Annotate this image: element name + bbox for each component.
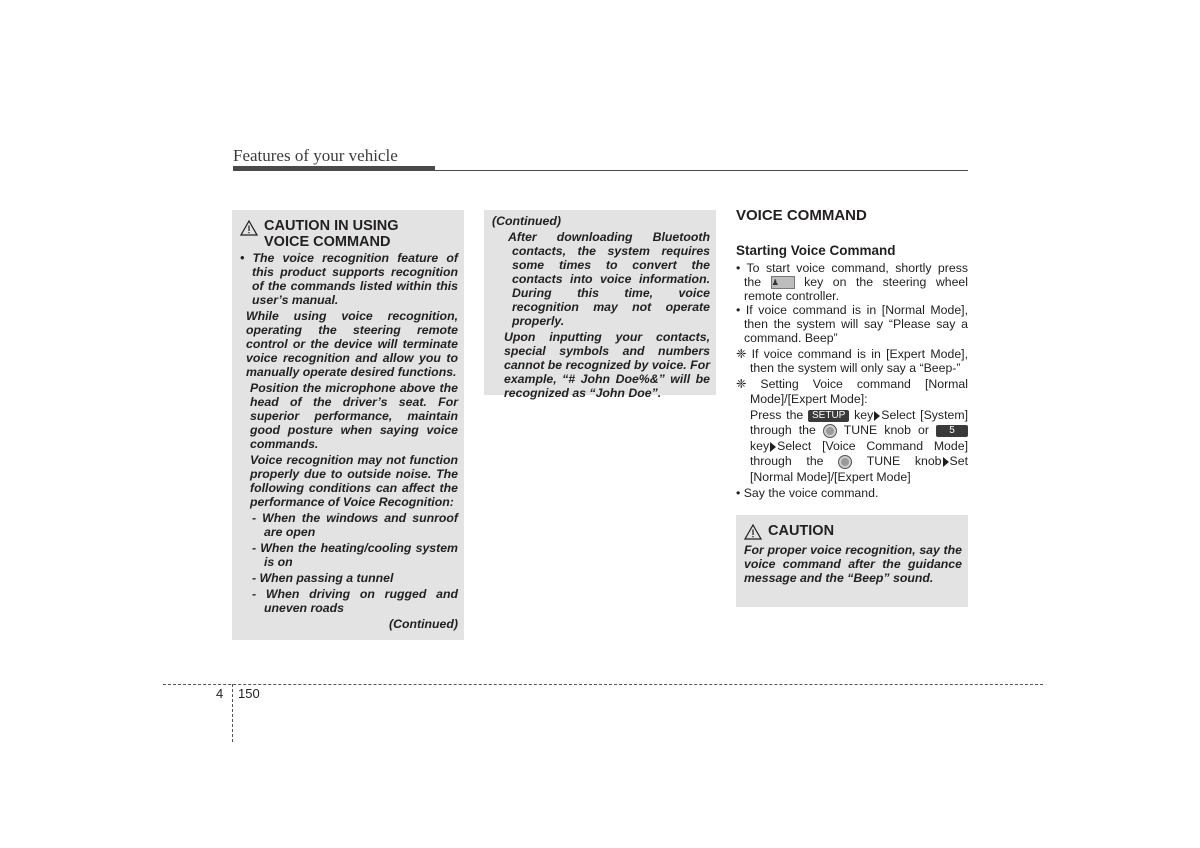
instruction-text: TUNE knob or (843, 423, 929, 438)
instruction-text: Select [Voice Command Mode] through the (750, 438, 968, 469)
section-title: VOICE COMMAND (736, 207, 867, 224)
instruction-item: • If voice command is in [Normal Mode], then the system will say “Please say a command. Beep” (736, 302, 968, 345)
instruction-item (736, 261, 968, 303)
tune-knob-icon (823, 424, 837, 438)
caution-heading (240, 219, 460, 250)
chapter-number: 4 (216, 686, 224, 701)
caution-paragraph: Upon inputting your contacts, special symbols and numbers cannot be recognized by voice. For example, “# John Doe%&” will be recognized as “John Doe”. (504, 330, 710, 400)
instruction-text: key (854, 407, 874, 422)
arrow-right-icon (943, 457, 949, 467)
caution-box-voice-command (232, 210, 464, 640)
arrow-right-icon (770, 442, 776, 452)
instruction-text: TUNE knob (866, 454, 942, 469)
number-5-key-icon: 5 (936, 425, 968, 437)
list-item: - When passing a tunnel (252, 571, 394, 585)
caution-paragraph: The voice recognition feature of this product supports recognition of the commands listed within this user’s manual. (252, 251, 458, 307)
caution-text: For proper voice recognition, say the voice command after the guidance message and the “Beep” sound. (744, 543, 962, 585)
header-rule (435, 170, 968, 171)
caution-box-continued (484, 210, 716, 400)
caution-title-line2: VOICE COMMAND (264, 233, 391, 250)
list-item: - When the heating/cooling system is on (252, 541, 458, 569)
instruction-item: ❈ Setting Voice command [Normal Mode]/[Expert Mode]: (736, 376, 968, 407)
caution-paragraph: After downloading Bluetooth contacts, the system requires some times to convert the contacts into voice information. During this time, voice recognition may not operate properly. (508, 230, 710, 328)
footer-rule (163, 684, 1043, 685)
warning-icon (744, 524, 762, 540)
caution-box-beep (736, 515, 968, 607)
list-item: - When the windows and sunroof are open (252, 511, 458, 539)
setup-key-icon: SETUP (808, 410, 849, 422)
instruction-text: Press the (750, 407, 804, 422)
instruction-item: ❈ If voice command is in [Expert Mode], then the system will only say a “Beep-” (736, 346, 968, 375)
caution-body (240, 251, 458, 631)
instruction-text: Set [Normal Mode]/[Expert Mode] (750, 454, 968, 484)
voice-key-icon: ♟ (771, 276, 795, 289)
tune-knob-icon (838, 455, 852, 469)
caution-title-line1: CAUTION IN USING (264, 218, 399, 234)
instruction-item: • Say the voice command. (736, 486, 879, 501)
running-header: Features of your vehicle (233, 146, 398, 165)
instruction-steps (736, 408, 968, 486)
voice-command-section (736, 208, 968, 500)
instruction-text: Select [System] through the (750, 407, 968, 438)
instruction-text: • To start voice command, shortly press the (736, 260, 968, 289)
continued-label: (Continued) (492, 214, 561, 228)
voice-command-instructions (736, 261, 968, 501)
header-bar (233, 166, 435, 171)
caution-paragraph: Position the microphone above the head of the driver’s seat. For superior performance, maintain good posture when saying voice commands. (250, 381, 458, 451)
caution-continued-body (492, 214, 710, 400)
instruction-text: key (750, 438, 770, 453)
caution-heading (744, 524, 964, 540)
continued-label: (Continued) (389, 617, 458, 631)
page-number: 150 (238, 686, 260, 701)
instruction-text: key on the steering wheel remote controller. (744, 274, 968, 303)
warning-icon (240, 220, 258, 236)
caution-paragraph: Voice recognition may not function properly due to outside noise. The following conditions can affect the performance of Voice Recognition: (250, 453, 458, 509)
section-subtitle: Starting Voice Command (736, 242, 896, 258)
list-item: - When driving on rugged and uneven roads (252, 587, 458, 615)
arrow-right-icon (874, 411, 880, 421)
bullet: • (240, 251, 253, 265)
caution-title: CAUTION (768, 523, 835, 539)
caution-paragraph: While using voice recognition, operating the steering remote control or the device will terminate voice recognition and allow you to manually operate desired functions. (246, 309, 458, 379)
footer-divider (232, 684, 233, 742)
